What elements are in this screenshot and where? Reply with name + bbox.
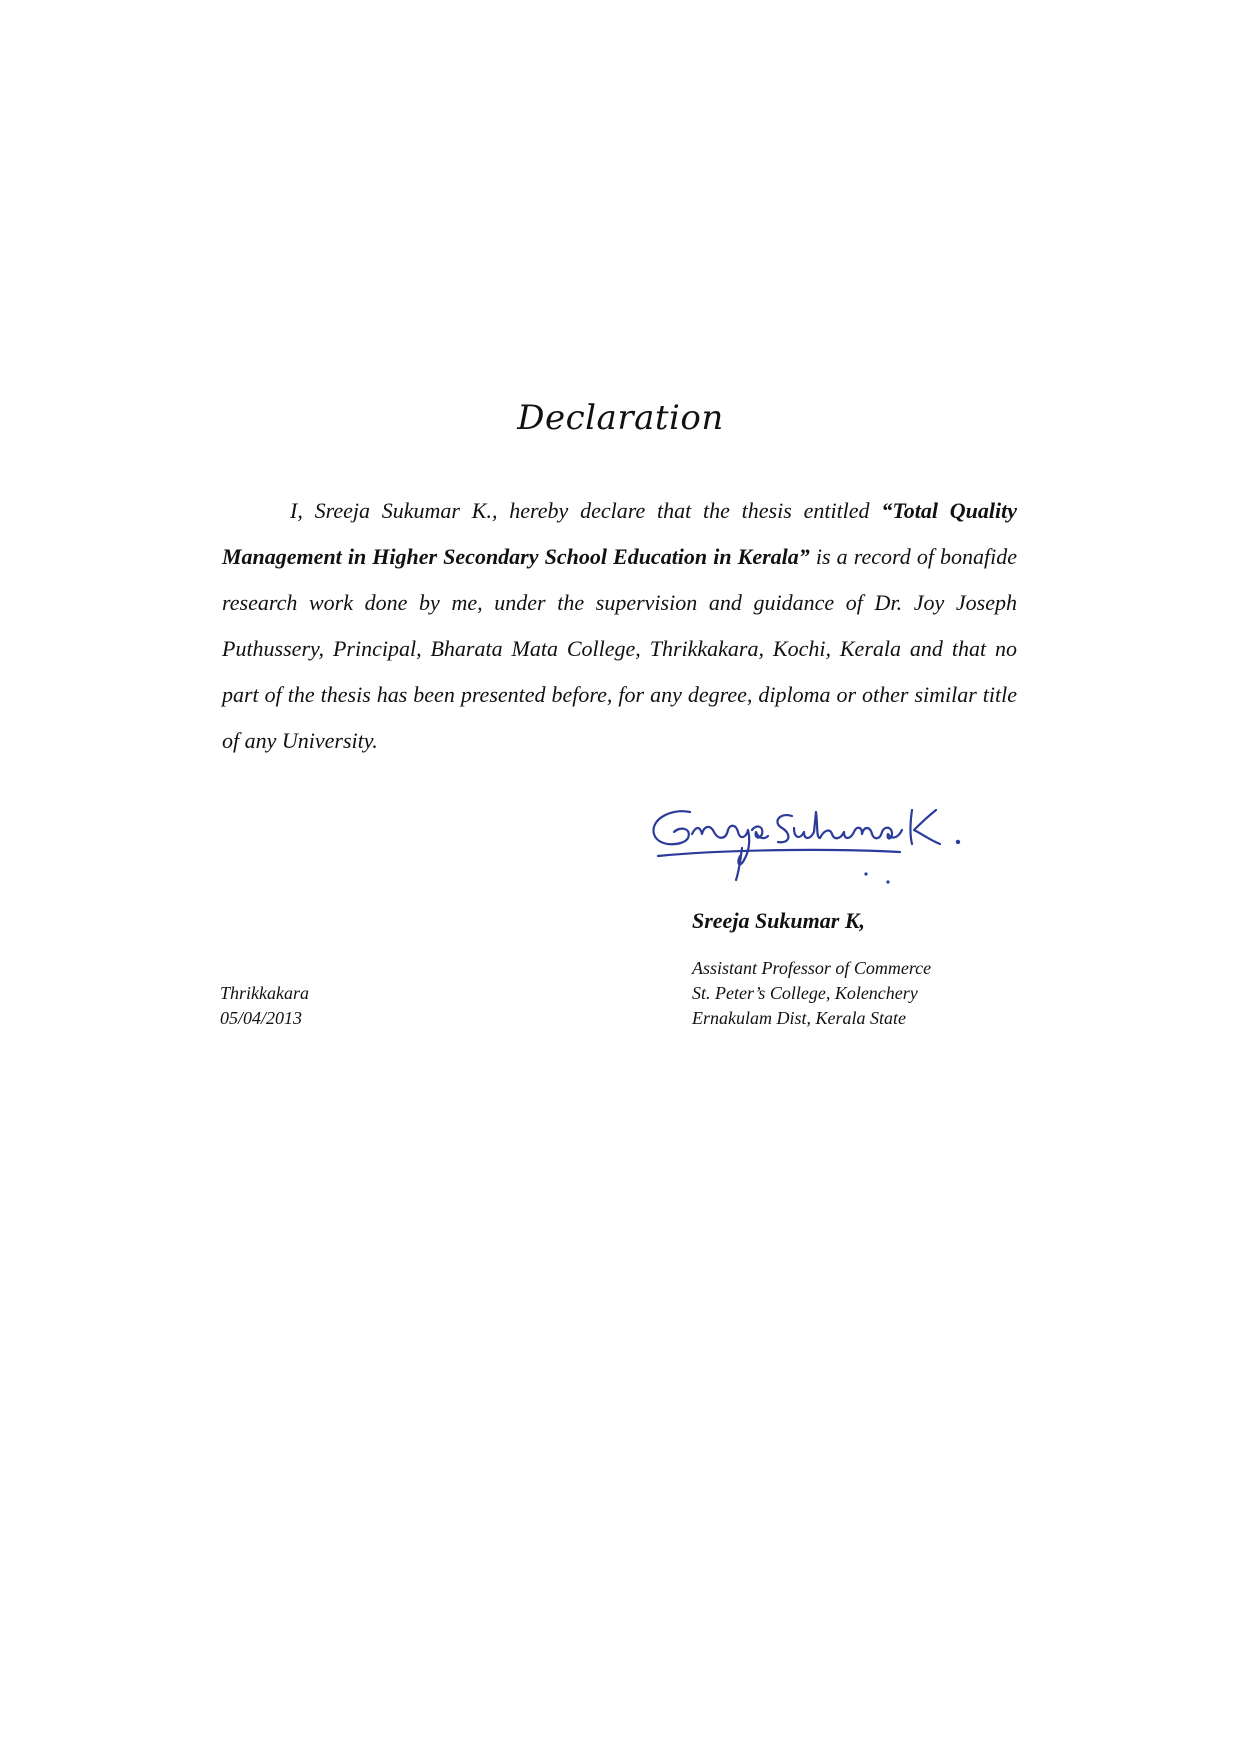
date: 05/04/2013 [220, 1008, 303, 1028]
thesis-title: “Total Quality Management in Higher Secondary School Education in Kerala” [222, 498, 1017, 569]
place-date-block [220, 981, 309, 1031]
signatory-district: Ernakulam Dist, Kerala State [692, 1008, 906, 1028]
signatory-college: St. Peter’s College, Kolenchery [692, 983, 918, 1003]
declaration-paragraph [222, 488, 1017, 764]
signatory-name: Sreeja Sukumar K, [692, 908, 865, 933]
declaration-intro: I, Sreeja Sukumar K., hereby declare that the thesis entitled [290, 498, 882, 523]
page-title: Declaration [517, 398, 724, 438]
handwritten-signature [640, 790, 980, 900]
declaration-rest: is a record of bonafide research work done by me, under the supervision and guidance of Dr. Joy Joseph Puthussery, Principal, Bharata Mata College, Thrikkakara, Kochi, Kerala and that no part of the thesis has been presented before, for any degree, diploma or other similar title of any University. [222, 544, 1017, 753]
signatory-designation: Assistant Professor of Commerce [692, 958, 932, 978]
signatory-details [692, 956, 931, 1031]
place: Thrikkakara [220, 983, 309, 1003]
